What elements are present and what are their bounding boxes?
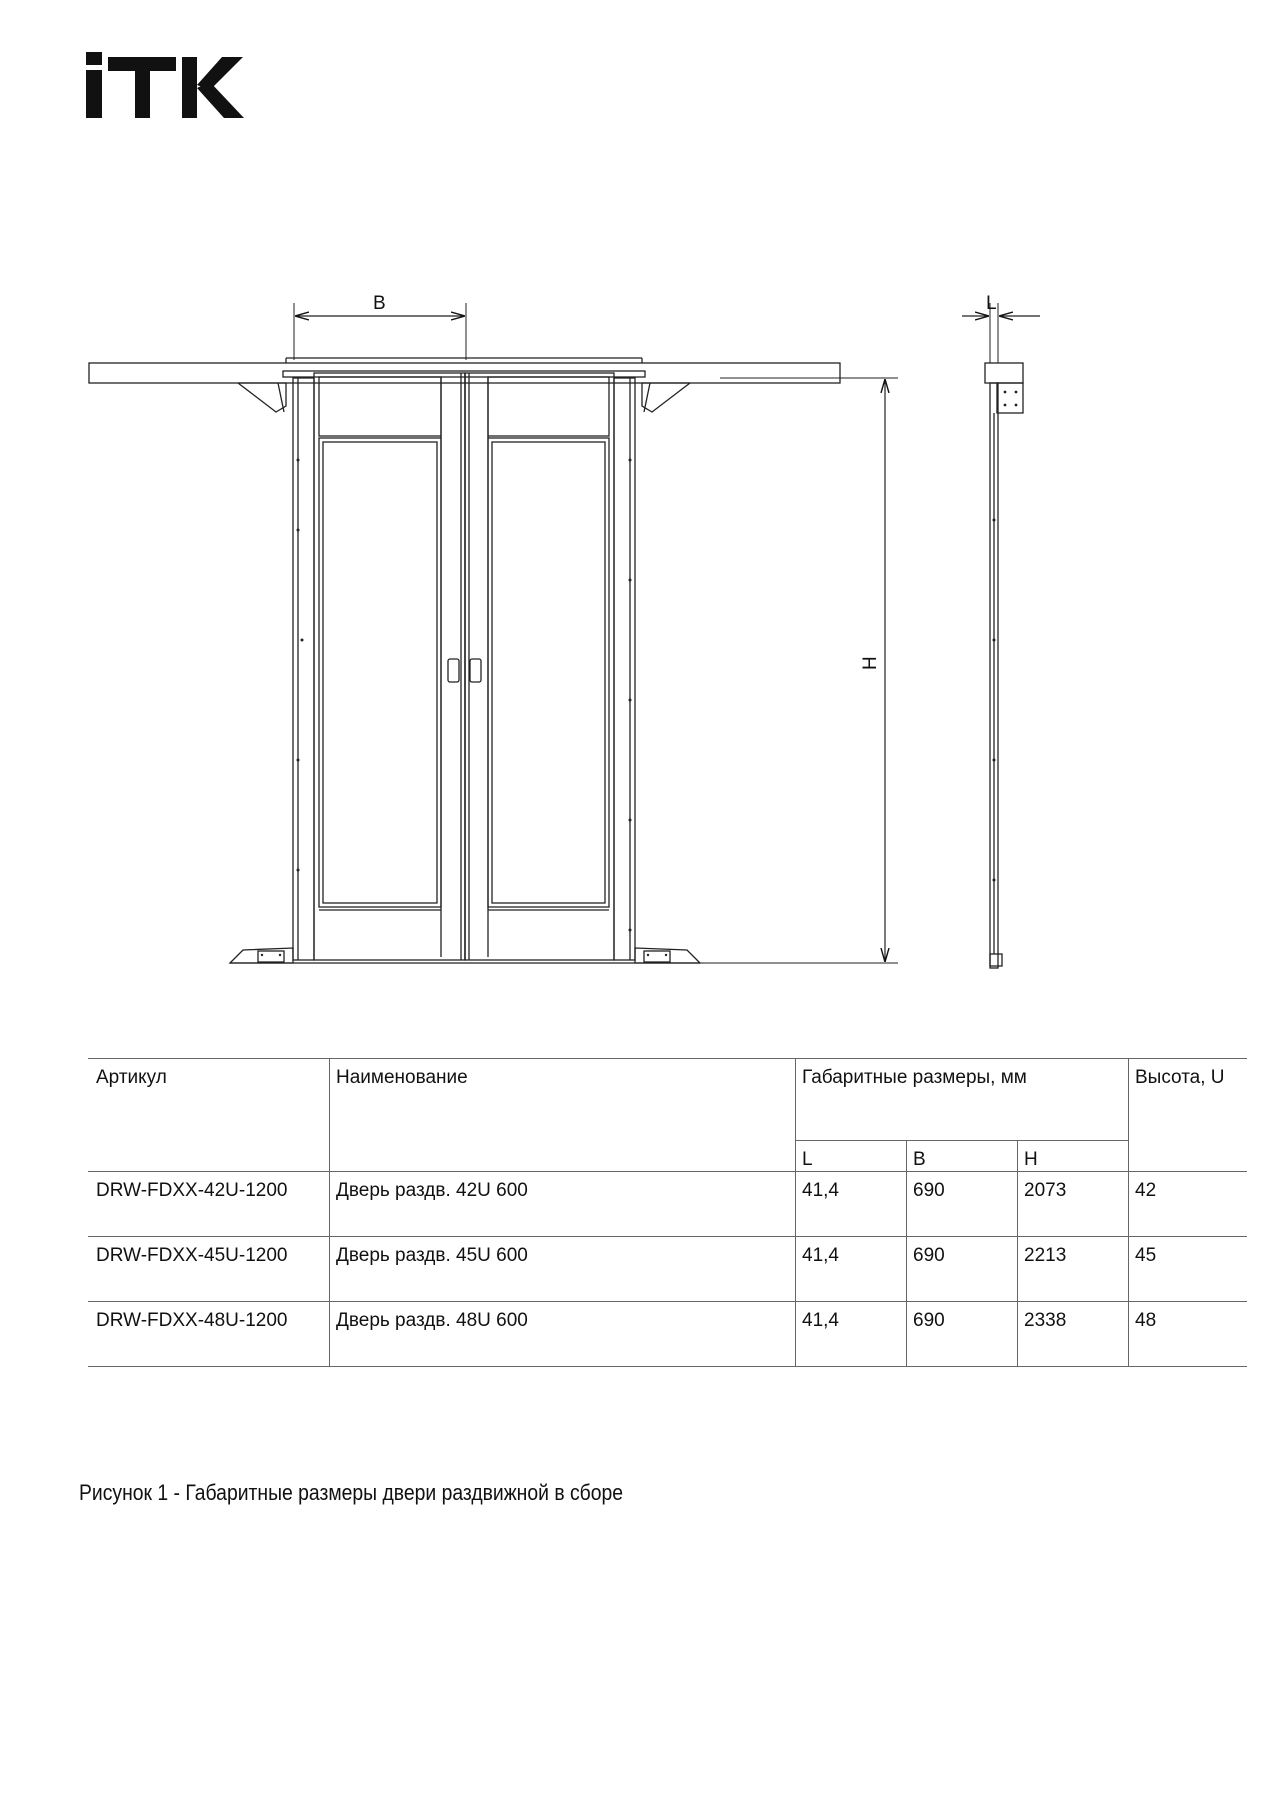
header-height: Высота, U: [1129, 1059, 1248, 1172]
header-L: L: [796, 1141, 907, 1172]
dim-width-label: B: [373, 293, 386, 314]
cell-article: DRW-FDXX-48U-1200: [88, 1302, 330, 1367]
dim-height-label: H: [860, 656, 881, 670]
cell-U: 42: [1129, 1172, 1248, 1237]
header-article: Артикул: [88, 1059, 330, 1172]
cell-B: 690: [907, 1302, 1018, 1367]
figure-caption: Рисунок 1 - Габаритные размеры двери раздвижной в сборе: [79, 1480, 624, 1505]
cell-name: Дверь раздв. 48U 600: [330, 1302, 796, 1367]
cell-U: 45: [1129, 1237, 1248, 1302]
header-B: B: [907, 1141, 1018, 1172]
cell-H: 2338: [1018, 1302, 1129, 1367]
cell-H: 2213: [1018, 1237, 1129, 1302]
table-row: [88, 1172, 1247, 1237]
table-row: [88, 1237, 1247, 1302]
cell-L: 41,4: [796, 1302, 907, 1367]
cell-L: 41,4: [796, 1172, 907, 1237]
cell-B: 690: [907, 1172, 1018, 1237]
dim-depth-label: L: [986, 293, 997, 314]
cell-B: 690: [907, 1237, 1018, 1302]
spec-table: [88, 1058, 1247, 1367]
cell-article: DRW-FDXX-42U-1200: [88, 1172, 330, 1237]
table-row: [88, 1302, 1247, 1367]
cell-L: 41,4: [796, 1237, 907, 1302]
header-name: Наименование: [330, 1059, 796, 1172]
cell-H: 2073: [1018, 1172, 1129, 1237]
cell-name: Дверь раздв. 42U 600: [330, 1172, 796, 1237]
header-dimensions: Габаритные размеры, мм: [796, 1059, 1129, 1141]
cell-article: DRW-FDXX-45U-1200: [88, 1237, 330, 1302]
header-H: H: [1018, 1141, 1129, 1172]
cell-U: 48: [1129, 1302, 1248, 1367]
cell-name: Дверь раздв. 45U 600: [330, 1237, 796, 1302]
